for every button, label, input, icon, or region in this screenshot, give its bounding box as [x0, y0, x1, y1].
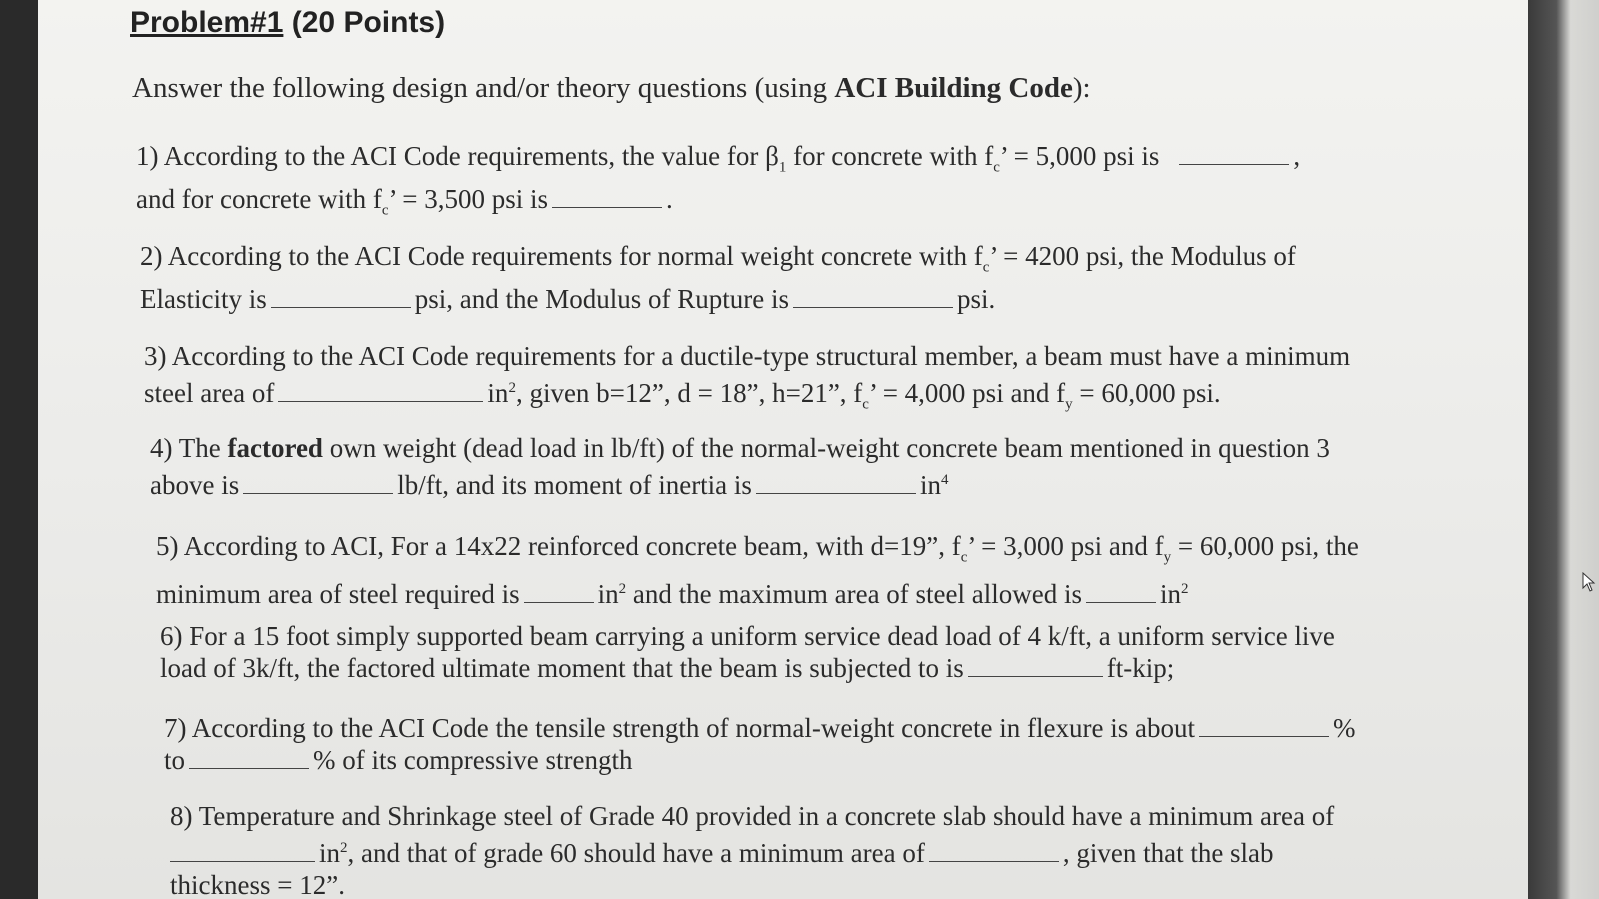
question-3 [144, 340, 1350, 420]
answer-blank-2a[interactable] [271, 285, 411, 308]
question-1-line-2: and for concrete with $f_c$’ = 3,500 psi is . [136, 184, 673, 219]
answer-blank-8a[interactable] [170, 839, 315, 862]
question-8 [170, 800, 1334, 899]
worksheet-page [38, 0, 1528, 899]
question-3-line-1: 3) According to the ACI Code requirements for a ductile-type structural member, a beam must have a minimum [144, 341, 1351, 371]
answer-blank-1a[interactable] [1179, 142, 1289, 165]
monitor-edge [1528, 0, 1599, 899]
answer-blank-5a[interactable] [524, 580, 594, 603]
question-8-line-1: 8) Temperature and Shrinkage steel of Grade 40 provided in a concrete slab should have a minimum area of [170, 801, 1335, 831]
question-7 [164, 712, 1355, 776]
mouse-cursor-icon [1582, 572, 1596, 592]
answer-blank-8b[interactable] [929, 839, 1059, 862]
answer-blank-2b[interactable] [793, 285, 953, 308]
answer-blank-5b[interactable] [1086, 580, 1156, 603]
answer-blank-1b[interactable] [552, 185, 662, 208]
question-5-line-2: minimum area of steel required is $in^2$ and the maximum area of steel allowed is $in^2$ [156, 579, 1189, 610]
question-1-line-1: 1) According to the ACI Code requirements, the value for $\beta_1$ for concrete with $f_c$’ = 5,000 psi is , [136, 141, 1301, 176]
answer-blank-7a[interactable] [1199, 714, 1329, 737]
answer-blank-6[interactable] [968, 654, 1103, 677]
answer-blank-4b[interactable] [756, 471, 916, 494]
question-8-line-3: thickness = 12”. [170, 870, 345, 899]
question-6 [160, 620, 1335, 684]
question-5 [156, 530, 1359, 610]
instructions [132, 72, 1091, 105]
question-4-line-1: 4) The factored own weight (dead load in lb/ft) of the normal-weight concrete beam mentioned in question 3 [150, 433, 1330, 463]
question-2-line-1: 2) According to the ACI Code requirements for normal weight concrete with $f_c$’ = 4200 psi, the Modulus of [140, 241, 1296, 276]
answer-blank-7b[interactable] [189, 746, 309, 769]
answer-blank-4a[interactable] [243, 471, 393, 494]
intro-end: ): [1072, 72, 1091, 104]
question-2 [140, 240, 1296, 315]
question-8-line-2: $in^2$, and that of grade 60 should have a minimum area of , given that the slab [170, 832, 1334, 869]
answer-blank-3[interactable] [278, 379, 483, 402]
question-4 [150, 432, 1330, 501]
problem-number: Problem#1 [130, 6, 284, 39]
problem-heading [130, 6, 445, 40]
question-6-line-1: 6) For a 15 foot simply supported beam carrying a uniform service dead load of 4 k/ft, a uniform service live [160, 621, 1335, 651]
question-2-line-2: Elasticity is psi, and the Modulus of Rupture is psi. [140, 284, 996, 315]
question-7-line-1: 7) According to the ACI Code the tensile strength of normal-weight concrete in flexure is about % [164, 713, 1356, 743]
question-1 [136, 140, 1300, 227]
question-7-line-2: to % of its compressive strength [164, 745, 633, 775]
intro-text: Answer the following design and/or theory questions (using [132, 72, 835, 104]
question-4-line-2: above is lb/ft, and its moment of inertia is $in^4$ [150, 470, 949, 500]
question-6-line-2: load of 3k/ft, the factored ultimate moment that the beam is subjected to is ft-kip; [160, 653, 1175, 683]
intro-code-name: ACI Building Code [834, 72, 1073, 104]
problem-points: (20 Points) [291, 6, 446, 39]
question-3-line-2: steel area of $in^2$, given b=12”, d = 18”, h=21”, $f_c$’ = 4,000 psi and $f_y = 60,000$ psi. [144, 378, 1221, 413]
question-5-line-1: 5) According to ACI, For a 14x22 reinforced concrete beam, with d=19”, $f_c$’ = 3,000 psi and $f_y = 60,000$ psi, the [156, 531, 1359, 566]
